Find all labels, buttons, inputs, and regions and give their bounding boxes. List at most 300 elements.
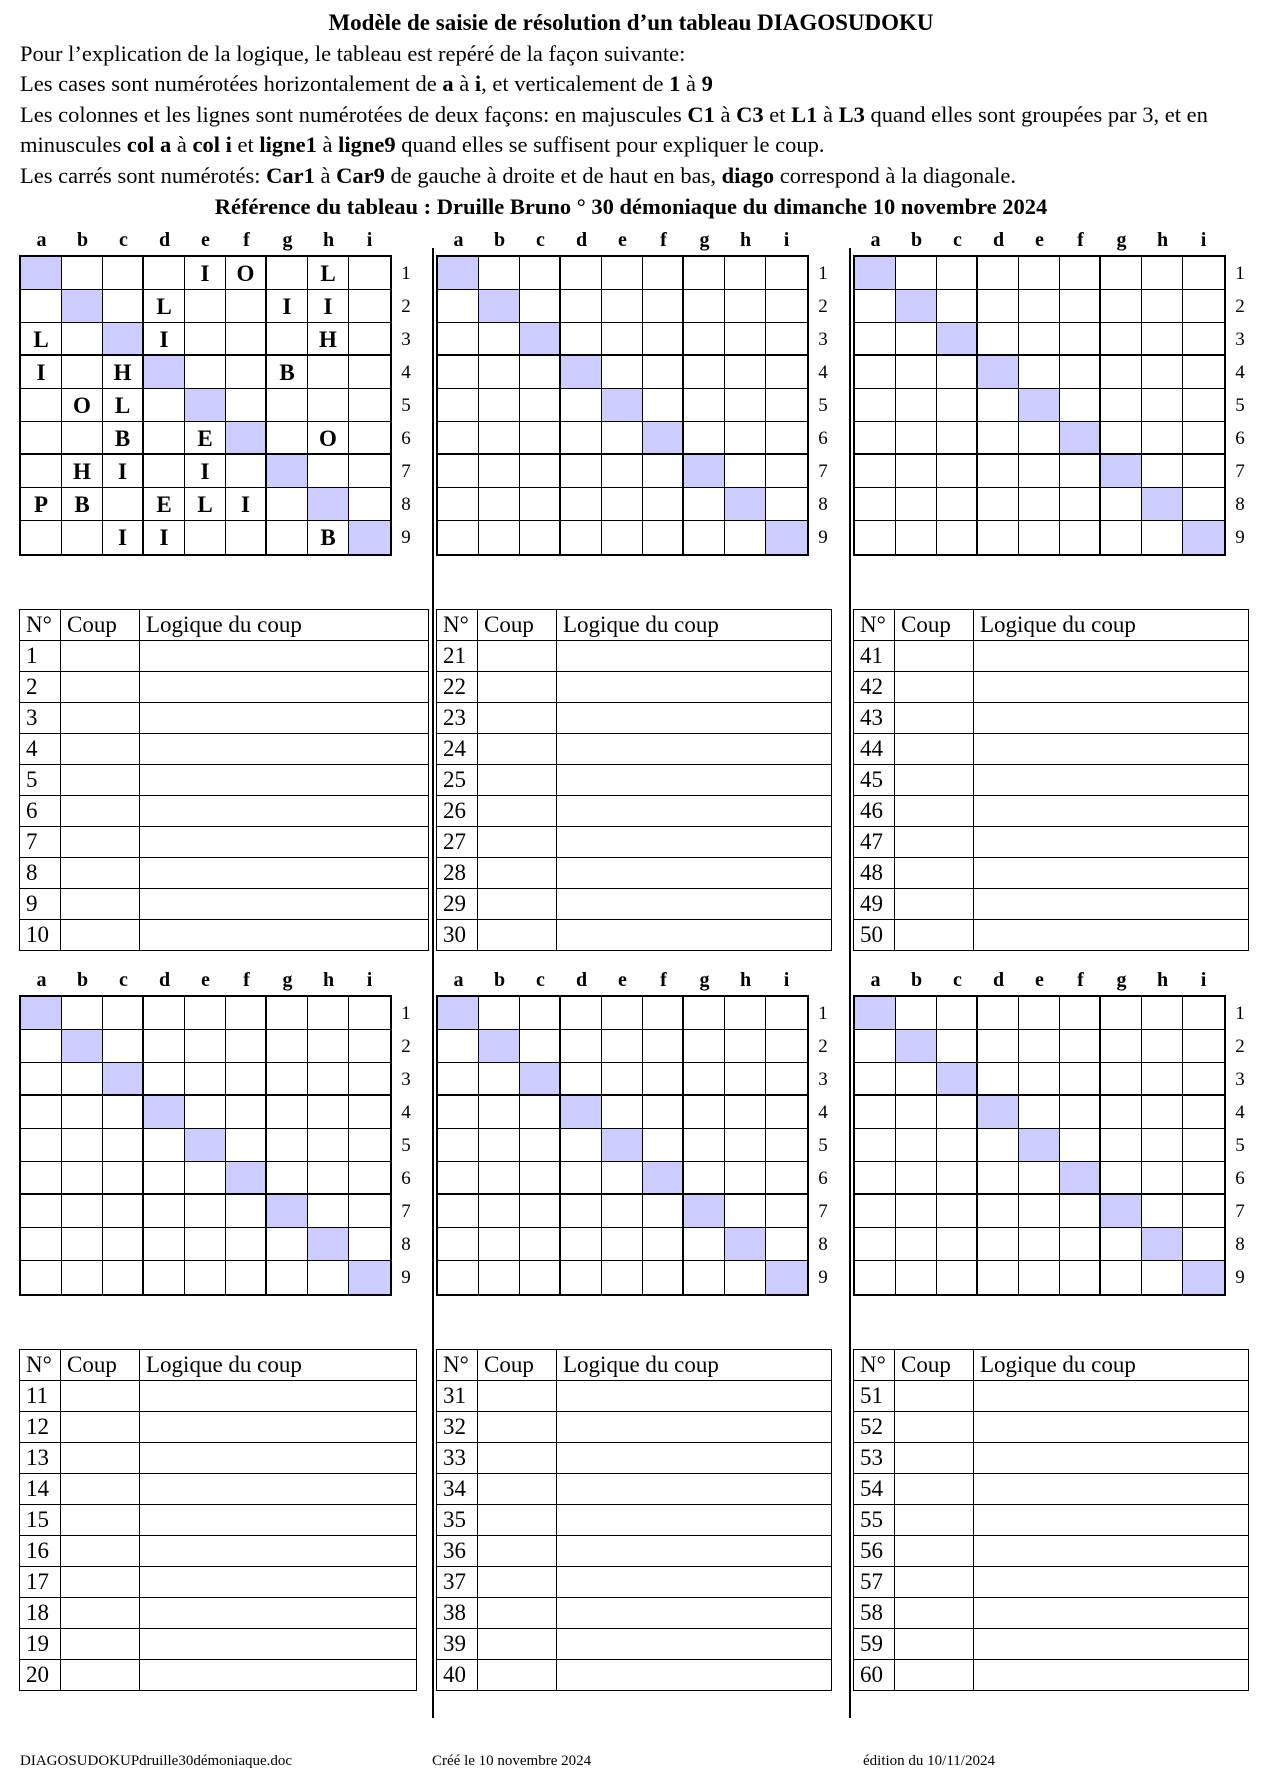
grid-cell[interactable]	[1101, 1162, 1142, 1195]
grid-cell[interactable]	[1101, 1030, 1142, 1063]
coup-cell[interactable]	[478, 1567, 557, 1598]
coup-cell[interactable]	[478, 703, 557, 734]
grid-cell[interactable]	[602, 997, 643, 1030]
grid-cell[interactable]	[103, 1063, 144, 1096]
grid-cell[interactable]	[62, 257, 103, 290]
grid-cell[interactable]	[937, 1129, 978, 1162]
coup-cell[interactable]	[61, 1629, 140, 1660]
grid-cell[interactable]	[978, 1228, 1019, 1261]
grid-cell[interactable]	[479, 323, 520, 356]
logique-cell[interactable]	[974, 641, 1249, 672]
grid-cell[interactable]	[21, 257, 62, 290]
logique-cell[interactable]	[974, 1381, 1249, 1412]
grid-cell[interactable]	[226, 323, 267, 356]
grid-cell[interactable]	[21, 997, 62, 1030]
grid-cell[interactable]	[349, 521, 390, 554]
grid-cell[interactable]	[226, 1030, 267, 1063]
logique-cell[interactable]	[974, 1567, 1249, 1598]
grid-cell[interactable]	[643, 422, 684, 455]
grid-cell[interactable]: B	[103, 422, 144, 455]
coup-cell[interactable]	[61, 827, 140, 858]
grid-cell[interactable]	[103, 1129, 144, 1162]
grid-cell[interactable]	[144, 997, 185, 1030]
coup-cell[interactable]	[478, 641, 557, 672]
grid-cell[interactable]	[21, 1129, 62, 1162]
grid-cell[interactable]	[643, 389, 684, 422]
grid-cell[interactable]	[1101, 356, 1142, 389]
grid-cell[interactable]	[349, 389, 390, 422]
grid-cell[interactable]: I	[103, 455, 144, 488]
grid-cell[interactable]	[602, 1096, 643, 1129]
grid-cell[interactable]	[561, 488, 602, 521]
grid-cell[interactable]	[855, 1162, 896, 1195]
coup-cell[interactable]	[895, 889, 974, 920]
logique-cell[interactable]	[140, 672, 429, 703]
grid-cell[interactable]	[896, 1096, 937, 1129]
grid-cell[interactable]	[349, 1195, 390, 1228]
grid-cell[interactable]	[725, 1030, 766, 1063]
coup-cell[interactable]	[61, 920, 140, 951]
logique-cell[interactable]	[140, 1474, 417, 1505]
grid-cell[interactable]	[725, 356, 766, 389]
grid-cell[interactable]	[1019, 1162, 1060, 1195]
logique-cell[interactable]	[974, 1505, 1249, 1536]
grid-cell[interactable]	[349, 997, 390, 1030]
grid-cell[interactable]	[766, 455, 807, 488]
grid-cell[interactable]	[144, 356, 185, 389]
grid-cell[interactable]	[185, 1096, 226, 1129]
grid-cell[interactable]	[561, 323, 602, 356]
grid-cell[interactable]	[896, 290, 937, 323]
logique-cell[interactable]	[974, 1660, 1249, 1691]
grid-cell[interactable]	[1183, 257, 1224, 290]
grid-cell[interactable]: I	[103, 521, 144, 554]
grid-cell[interactable]	[978, 422, 1019, 455]
logique-cell[interactable]	[140, 765, 429, 796]
logique-cell[interactable]	[140, 703, 429, 734]
grid-cell[interactable]	[438, 488, 479, 521]
grid-cell[interactable]	[896, 1195, 937, 1228]
grid-cell[interactable]	[602, 1195, 643, 1228]
grid-cell[interactable]	[602, 455, 643, 488]
logique-cell[interactable]	[974, 1474, 1249, 1505]
coup-cell[interactable]	[895, 858, 974, 889]
grid-cell[interactable]	[684, 290, 725, 323]
grid-cell[interactable]	[1183, 290, 1224, 323]
grid-cell[interactable]	[725, 1096, 766, 1129]
grid-cell[interactable]	[766, 389, 807, 422]
grid-cell[interactable]	[561, 1030, 602, 1063]
grid-cell[interactable]	[602, 356, 643, 389]
grid-cell[interactable]	[1101, 1228, 1142, 1261]
coup-cell[interactable]	[61, 796, 140, 827]
grid-cell[interactable]	[684, 1195, 725, 1228]
grid-cell[interactable]: B	[267, 356, 308, 389]
logique-cell[interactable]	[557, 672, 832, 703]
grid-cell[interactable]	[855, 290, 896, 323]
grid-cell[interactable]	[766, 1030, 807, 1063]
grid-cell[interactable]	[62, 1129, 103, 1162]
grid-cell[interactable]	[1142, 422, 1183, 455]
logique-cell[interactable]	[974, 1629, 1249, 1660]
grid-cell[interactable]	[855, 1195, 896, 1228]
logique-cell[interactable]	[140, 920, 429, 951]
grid-cell[interactable]	[267, 257, 308, 290]
grid-cell[interactable]	[1183, 422, 1224, 455]
grid-cell[interactable]	[766, 1096, 807, 1129]
grid-cell[interactable]	[62, 323, 103, 356]
grid-cell[interactable]	[602, 1162, 643, 1195]
grid-cell[interactable]	[602, 323, 643, 356]
grid-cell[interactable]	[1142, 455, 1183, 488]
grid-cell[interactable]	[308, 1195, 349, 1228]
grid-cell[interactable]	[308, 1261, 349, 1294]
grid-cell[interactable]	[62, 1030, 103, 1063]
grid-cell[interactable]: E	[185, 422, 226, 455]
coup-cell[interactable]	[61, 765, 140, 796]
grid-cell[interactable]	[62, 1063, 103, 1096]
grid-cell[interactable]	[144, 1162, 185, 1195]
grid-cell[interactable]	[937, 1162, 978, 1195]
grid-cell[interactable]	[896, 323, 937, 356]
grid-cell[interactable]	[520, 290, 561, 323]
grid-cell[interactable]	[438, 1261, 479, 1294]
grid-cell[interactable]	[479, 356, 520, 389]
grid-cell[interactable]	[684, 389, 725, 422]
grid-cell[interactable]	[1060, 389, 1101, 422]
grid-cell[interactable]	[438, 290, 479, 323]
grid-cell[interactable]	[62, 997, 103, 1030]
grid-cell[interactable]	[643, 521, 684, 554]
grid-cell[interactable]	[21, 455, 62, 488]
grid-cell[interactable]	[684, 356, 725, 389]
grid-cell[interactable]	[978, 1195, 1019, 1228]
grid-cell[interactable]	[1060, 1228, 1101, 1261]
grid-cell[interactable]	[643, 323, 684, 356]
grid-cell[interactable]	[267, 323, 308, 356]
grid-cell[interactable]	[479, 1261, 520, 1294]
coup-cell[interactable]	[61, 1660, 140, 1691]
grid-cell[interactable]: I	[308, 290, 349, 323]
logique-cell[interactable]	[974, 889, 1249, 920]
coup-cell[interactable]	[61, 1412, 140, 1443]
coup-cell[interactable]	[895, 827, 974, 858]
coup-cell[interactable]	[61, 641, 140, 672]
grid-cell[interactable]	[1019, 455, 1060, 488]
grid-cell[interactable]	[438, 997, 479, 1030]
grid-cell[interactable]	[1101, 1129, 1142, 1162]
grid-cell[interactable]	[21, 1096, 62, 1129]
grid-cell[interactable]	[1060, 1030, 1101, 1063]
coup-cell[interactable]	[895, 1629, 974, 1660]
grid-cell[interactable]	[21, 1162, 62, 1195]
grid-cell[interactable]	[438, 1195, 479, 1228]
grid-cell[interactable]	[1019, 422, 1060, 455]
grid-cell[interactable]	[855, 1030, 896, 1063]
grid-cell[interactable]	[643, 290, 684, 323]
grid-cell[interactable]	[561, 1096, 602, 1129]
grid-cell[interactable]	[937, 1261, 978, 1294]
grid-cell[interactable]	[725, 323, 766, 356]
grid-cell[interactable]	[1019, 1129, 1060, 1162]
grid-cell[interactable]	[479, 521, 520, 554]
grid-cell[interactable]	[185, 323, 226, 356]
coup-cell[interactable]	[478, 920, 557, 951]
grid-cell[interactable]	[226, 422, 267, 455]
grid-cell[interactable]	[308, 488, 349, 521]
grid-cell[interactable]	[896, 389, 937, 422]
grid-cell[interactable]	[725, 521, 766, 554]
grid-cell[interactable]	[438, 422, 479, 455]
logique-cell[interactable]	[140, 889, 429, 920]
logique-cell[interactable]	[974, 1412, 1249, 1443]
grid-cell[interactable]	[520, 1096, 561, 1129]
grid-cell[interactable]	[349, 356, 390, 389]
grid-cell[interactable]	[766, 1228, 807, 1261]
grid-cell[interactable]	[1142, 389, 1183, 422]
grid-cell[interactable]	[226, 1195, 267, 1228]
grid-cell[interactable]	[1060, 1129, 1101, 1162]
grid-cell[interactable]	[1060, 521, 1101, 554]
grid-cell[interactable]	[1060, 1261, 1101, 1294]
grid-cell[interactable]	[1183, 323, 1224, 356]
grid-cell[interactable]	[602, 521, 643, 554]
grid-cell[interactable]	[520, 997, 561, 1030]
grid-cell[interactable]	[479, 389, 520, 422]
grid-cell[interactable]	[1101, 290, 1142, 323]
grid-cell[interactable]	[1183, 1129, 1224, 1162]
logique-cell[interactable]	[557, 1629, 832, 1660]
grid-cell[interactable]	[185, 1195, 226, 1228]
grid-cell[interactable]	[561, 257, 602, 290]
logique-cell[interactable]	[974, 1536, 1249, 1567]
grid-cell[interactable]	[561, 389, 602, 422]
grid-cell[interactable]	[349, 1030, 390, 1063]
grid-cell[interactable]	[1183, 389, 1224, 422]
grid-cell[interactable]	[978, 455, 1019, 488]
grid-cell[interactable]: O	[226, 257, 267, 290]
grid-cell[interactable]	[937, 257, 978, 290]
logique-cell[interactable]	[140, 1443, 417, 1474]
grid-cell[interactable]	[978, 389, 1019, 422]
grid-cell[interactable]	[438, 389, 479, 422]
grid-cell[interactable]	[438, 1129, 479, 1162]
grid-cell[interactable]	[21, 1195, 62, 1228]
grid-cell[interactable]	[1142, 1096, 1183, 1129]
grid-cell[interactable]	[684, 1162, 725, 1195]
grid-cell[interactable]	[226, 1096, 267, 1129]
grid-cell[interactable]	[1101, 521, 1142, 554]
grid-cell[interactable]	[1019, 1030, 1060, 1063]
grid-cell[interactable]	[520, 1261, 561, 1294]
logique-cell[interactable]	[557, 1412, 832, 1443]
grid-cell[interactable]	[937, 1228, 978, 1261]
grid-cell[interactable]	[349, 1063, 390, 1096]
grid-cell[interactable]	[226, 389, 267, 422]
grid-cell[interactable]	[438, 257, 479, 290]
logique-cell[interactable]	[557, 889, 832, 920]
grid-cell[interactable]	[308, 1228, 349, 1261]
grid-cell[interactable]	[1019, 997, 1060, 1030]
grid-cell[interactable]	[308, 389, 349, 422]
grid-cell[interactable]	[937, 389, 978, 422]
grid-cell[interactable]	[103, 488, 144, 521]
grid-cell[interactable]	[520, 1063, 561, 1096]
grid-cell[interactable]	[1101, 257, 1142, 290]
coup-cell[interactable]	[61, 672, 140, 703]
grid-cell[interactable]: B	[62, 488, 103, 521]
grid-cell[interactable]	[21, 290, 62, 323]
grid-cell[interactable]	[855, 521, 896, 554]
grid-cell[interactable]	[896, 1162, 937, 1195]
grid-cell[interactable]: L	[144, 290, 185, 323]
grid-cell[interactable]	[226, 455, 267, 488]
grid-cell[interactable]	[896, 1228, 937, 1261]
grid-cell[interactable]	[1019, 323, 1060, 356]
grid-cell[interactable]	[438, 521, 479, 554]
grid-cell[interactable]	[602, 1261, 643, 1294]
grid-cell[interactable]	[349, 1096, 390, 1129]
grid-cell[interactable]	[144, 422, 185, 455]
grid-cell[interactable]	[978, 1030, 1019, 1063]
grid-cell[interactable]	[185, 1261, 226, 1294]
logique-cell[interactable]	[557, 1505, 832, 1536]
grid-cell[interactable]	[103, 257, 144, 290]
grid-cell[interactable]	[896, 1063, 937, 1096]
grid-cell[interactable]	[855, 389, 896, 422]
grid-cell[interactable]	[349, 1129, 390, 1162]
grid-cell[interactable]	[479, 1063, 520, 1096]
coup-cell[interactable]	[895, 1381, 974, 1412]
logique-cell[interactable]	[557, 796, 832, 827]
grid-cell[interactable]	[349, 1228, 390, 1261]
grid-cell[interactable]	[978, 290, 1019, 323]
grid-cell[interactable]	[103, 1162, 144, 1195]
grid-cell[interactable]	[1142, 290, 1183, 323]
coup-cell[interactable]	[478, 1660, 557, 1691]
grid-cell[interactable]	[520, 1162, 561, 1195]
grid-cell[interactable]	[1101, 1096, 1142, 1129]
grid-cell[interactable]	[602, 1228, 643, 1261]
logique-cell[interactable]	[557, 765, 832, 796]
logique-cell[interactable]	[557, 920, 832, 951]
grid-cell[interactable]	[1183, 1096, 1224, 1129]
grid-cell[interactable]	[103, 1096, 144, 1129]
grid-cell[interactable]	[1183, 997, 1224, 1030]
grid-cell[interactable]	[978, 1162, 1019, 1195]
grid-cell[interactable]	[1101, 1063, 1142, 1096]
logique-cell[interactable]	[557, 703, 832, 734]
grid-cell[interactable]	[1019, 1195, 1060, 1228]
grid-cell[interactable]	[62, 422, 103, 455]
grid-cell[interactable]	[978, 1261, 1019, 1294]
grid-cell[interactable]	[62, 521, 103, 554]
grid-cell[interactable]	[226, 1129, 267, 1162]
grid-cell[interactable]	[896, 455, 937, 488]
grid-cell[interactable]	[520, 356, 561, 389]
grid-cell[interactable]	[438, 1096, 479, 1129]
grid-cell[interactable]	[438, 1063, 479, 1096]
grid-cell[interactable]: I	[185, 455, 226, 488]
coup-cell[interactable]	[895, 1598, 974, 1629]
grid-cell[interactable]	[103, 1195, 144, 1228]
grid-cell[interactable]	[937, 488, 978, 521]
grid-cell[interactable]	[144, 1195, 185, 1228]
grid-cell[interactable]	[725, 389, 766, 422]
grid-cell[interactable]	[725, 1162, 766, 1195]
grid-cell[interactable]	[561, 997, 602, 1030]
grid-cell[interactable]	[1142, 1063, 1183, 1096]
grid-cell[interactable]	[62, 356, 103, 389]
logique-cell[interactable]	[557, 641, 832, 672]
logique-cell[interactable]	[140, 796, 429, 827]
grid-cell[interactable]	[1142, 521, 1183, 554]
logique-cell[interactable]	[140, 641, 429, 672]
grid-cell[interactable]	[978, 1096, 1019, 1129]
grid-cell[interactable]	[561, 1261, 602, 1294]
coup-cell[interactable]	[478, 1412, 557, 1443]
logique-cell[interactable]	[140, 1598, 417, 1629]
coup-cell[interactable]	[895, 672, 974, 703]
coup-cell[interactable]	[895, 1536, 974, 1567]
coup-cell[interactable]	[895, 1660, 974, 1691]
grid-cell[interactable]	[561, 521, 602, 554]
coup-cell[interactable]	[478, 765, 557, 796]
grid-cell[interactable]	[349, 323, 390, 356]
coup-cell[interactable]	[61, 858, 140, 889]
grid-cell[interactable]	[1142, 323, 1183, 356]
grid-cell[interactable]	[1142, 1162, 1183, 1195]
grid-cell[interactable]	[520, 488, 561, 521]
grid-cell[interactable]	[855, 1129, 896, 1162]
grid-cell[interactable]	[308, 1129, 349, 1162]
grid-cell[interactable]	[62, 1228, 103, 1261]
coup-cell[interactable]	[895, 1474, 974, 1505]
grid-cell[interactable]	[937, 323, 978, 356]
grid-cell[interactable]	[1142, 488, 1183, 521]
grid-cell[interactable]: E	[144, 488, 185, 521]
grid-cell[interactable]	[896, 521, 937, 554]
grid-cell[interactable]	[725, 1063, 766, 1096]
logique-cell[interactable]	[557, 734, 832, 765]
grid-cell[interactable]	[643, 1261, 684, 1294]
logique-cell[interactable]	[140, 858, 429, 889]
grid-cell[interactable]	[684, 422, 725, 455]
grid-cell[interactable]	[1060, 257, 1101, 290]
grid-cell[interactable]	[1060, 323, 1101, 356]
logique-cell[interactable]	[557, 1660, 832, 1691]
grid-cell[interactable]	[855, 488, 896, 521]
grid-cell[interactable]	[520, 521, 561, 554]
grid-cell[interactable]	[267, 455, 308, 488]
grid-cell[interactable]	[103, 323, 144, 356]
grid-cell[interactable]	[267, 997, 308, 1030]
grid-cell[interactable]	[766, 422, 807, 455]
grid-cell[interactable]	[1142, 1195, 1183, 1228]
logique-cell[interactable]	[974, 672, 1249, 703]
grid-cell[interactable]	[520, 257, 561, 290]
grid-cell[interactable]	[978, 257, 1019, 290]
grid-cell[interactable]	[855, 323, 896, 356]
grid-cell[interactable]	[226, 1162, 267, 1195]
grid-cell[interactable]	[185, 290, 226, 323]
grid-cell[interactable]	[1060, 1162, 1101, 1195]
logique-cell[interactable]	[557, 1567, 832, 1598]
grid-cell[interactable]	[1101, 455, 1142, 488]
grid-cell[interactable]	[1142, 997, 1183, 1030]
grid-cell[interactable]	[1101, 422, 1142, 455]
logique-cell[interactable]	[557, 827, 832, 858]
